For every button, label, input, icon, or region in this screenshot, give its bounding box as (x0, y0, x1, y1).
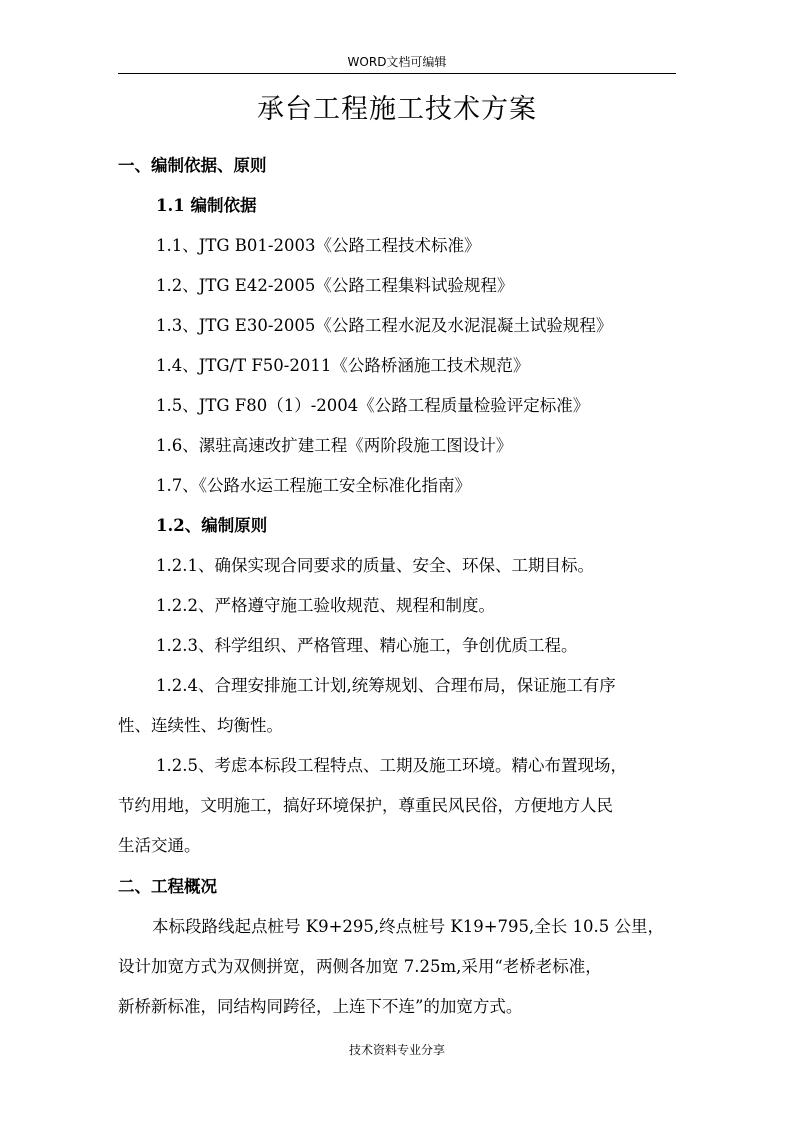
principle-paragraph: 1.2.2、严格遵守施工验收规范、规程和制度。 (156, 596, 495, 615)
principle-paragraph-line: 1.2.5、考虑本标段工程特点、工期及施工环境。精心布置现场， (156, 756, 627, 775)
reference-item: 1.7、《公路水运工程施工安全标准化指南》 (156, 476, 471, 495)
principle-paragraph-line: 性、连续性、均衡性。 (118, 716, 283, 735)
header-divider (118, 73, 676, 74)
overview-paragraph-line: 新桥新标准，同结构同跨径，上连下不连”的加宽方式。 (118, 997, 523, 1016)
page-footer: 技术资料专业分享 (348, 1043, 445, 1057)
principle-paragraph: 1.2.3、科学组织、严格管理、精心施工，争创优质工程。 (156, 636, 578, 655)
overview-paragraph-line: 本标段路线起点桩号 K9+295,终点桩号 K19+795,全长 10.5 公里， (152, 917, 664, 936)
section-1-heading: 一、编制依据、原则 (118, 156, 267, 175)
reference-item: 1.5、JTG F80（1）-2004《公路工程质量检验评定标准》 (156, 396, 590, 415)
principle-paragraph-line: 1.2.4、合理安排施工计划,统筹规划、合理布局，保证施工有序 (156, 676, 616, 695)
document-title: 承台工程施工技术方案 (257, 94, 537, 125)
reference-item: 1.2、JTG E42-2005《公路工程集料试验规程》 (156, 276, 514, 295)
reference-item: 1.3、JTG E30-2005《公路工程水泥及水泥混凝土试验规程》 (156, 316, 613, 335)
principle-paragraph-line: 生活交通。 (118, 836, 201, 855)
reference-item: 1.4、JTG/T F50-2011《公路桥涵施工技术规范》 (156, 356, 530, 375)
subsection-1-2-heading: 1.2、编制原则 (156, 516, 268, 535)
page-header: WORD文档可编辑 (347, 55, 447, 69)
reference-item: 1.1、JTG B01-2003《公路工程技术标准》 (156, 236, 481, 255)
reference-item: 1.6、漯驻高速改扩建工程《两阶段施工图设计》 (156, 436, 513, 455)
principle-paragraph: 1.2.1、确保实现合同要求的质量、安全、环保、工期目标。 (156, 556, 594, 575)
section-2-heading: 二、工程概况 (118, 877, 217, 896)
overview-paragraph-line: 设计加宽方式为双侧拼宽，两侧各加宽 7.25m,采用“老桥老标准， (118, 957, 602, 976)
subsection-1-1-heading: 1.1 编制依据 (156, 196, 257, 215)
principle-paragraph-line: 节约用地，文明施工，搞好环境保护，尊重民风民俗，方便地方人民 (118, 796, 613, 815)
